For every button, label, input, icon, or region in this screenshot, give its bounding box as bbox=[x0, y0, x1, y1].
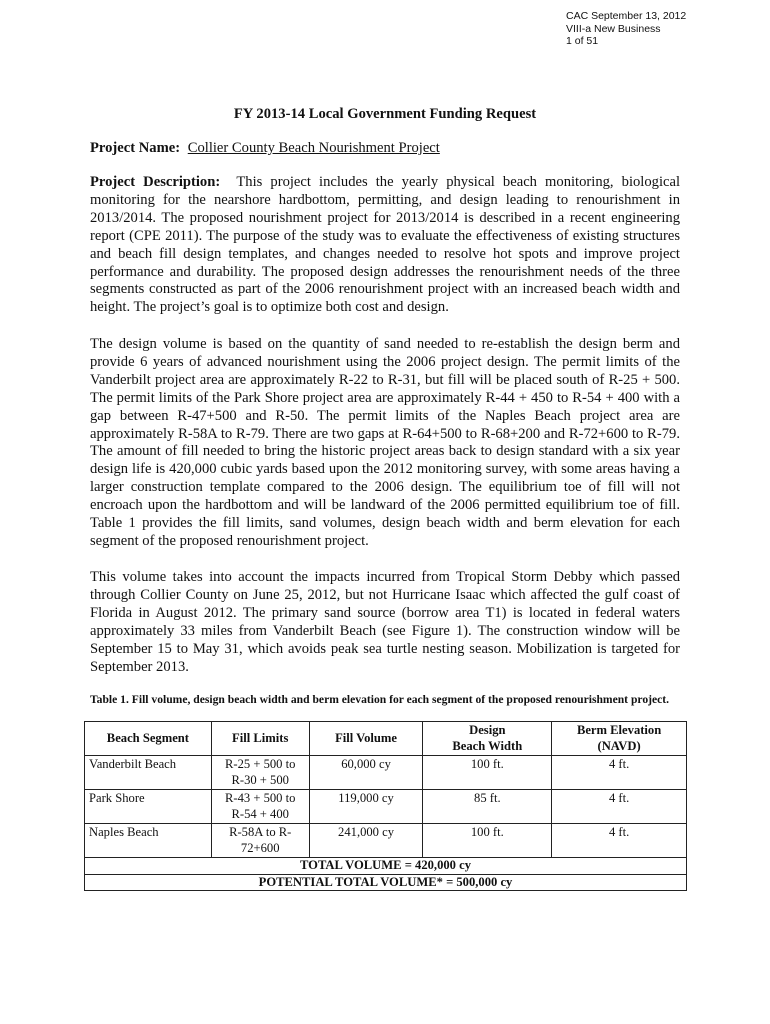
header-berm-elevation-line1: Berm Elevation bbox=[576, 723, 662, 737]
project-description-label: Project Description: bbox=[90, 174, 221, 190]
potential-total-volume-row bbox=[85, 874, 687, 891]
header-page-number: 1 of 51 bbox=[566, 35, 599, 47]
cell-limits-line1: R-43 + 500 to bbox=[225, 791, 296, 805]
cell-limits-line2: R-54 + 400 bbox=[231, 806, 289, 821]
cell-width: 100 ft. bbox=[423, 756, 552, 790]
total-volume: TOTAL VOLUME = 420,000 cy bbox=[85, 858, 687, 875]
cell-limits-line2: R-30 + 500 bbox=[231, 772, 289, 787]
project-name bbox=[90, 140, 440, 157]
total-volume-row bbox=[85, 858, 687, 875]
table-row bbox=[85, 824, 687, 858]
design-volume-paragraph: The design volume is based on the quantity of sand needed to re-establish the design berm and provide 6 years of advanced nourishment using the 2006 project design. The permit limits of the Vanderbilt project area are approximately R-22 to R-31, but fill will be placed south of R-25 + 500. The permit limits of the Park Shore project area are approximately R-44 + 450 to R-54 + 400 with a gap between R-47+500 and R-50. The permit limits of the Naples Beach project area are approximately R-58A to R-79. There are two gaps at R-64+500 to R-68+200 and R-72+600 to R-79. The amount of fill needed to bring the historic project areas back to design standard with a six year design life is 420,000 cubic yards based upon the 2012 monitoring survey, with some areas having a larger construction template compared to the 2006 design. The equilibrium toe of fill will not encroach upon the hardbottom and will be landward of the 2006 permitted equilibrium toe of fill. Table 1 provides the fill limits, sand volumes, design beach width and berm elevation for each segment of the proposed renourishment project. bbox=[90, 336, 680, 549]
cell-limits-line2: 72+600 bbox=[240, 840, 280, 855]
cell-berm: 4 ft. bbox=[552, 790, 687, 824]
document-title: FY 2013-14 Local Government Funding Request bbox=[233, 106, 537, 122]
header-design-beach-width-line2: Beach Width bbox=[452, 738, 523, 753]
header-agenda-item: VIII-a New Business bbox=[566, 22, 661, 35]
cell-segment: Naples Beach bbox=[85, 824, 212, 858]
project-name-value: Collier County Beach Nourishment Project bbox=[187, 140, 440, 156]
header-beach-segment: Beach Segment bbox=[85, 722, 212, 756]
cell-berm: 4 ft. bbox=[552, 756, 687, 790]
cell-limits bbox=[211, 790, 309, 824]
table-row bbox=[85, 790, 687, 824]
header-berm-elevation bbox=[552, 722, 687, 756]
cell-limits bbox=[211, 824, 309, 858]
fill-volume-table bbox=[84, 721, 687, 891]
table-row bbox=[85, 756, 687, 790]
cell-volume: 60,000 cy bbox=[309, 756, 423, 790]
project-description bbox=[90, 174, 680, 317]
cell-limits-line1: R-58A to R- bbox=[229, 825, 292, 839]
cell-width: 85 ft. bbox=[423, 790, 552, 824]
header-fill-volume: Fill Volume bbox=[309, 722, 423, 756]
project-description-text: This project includes the yearly physical beach monitoring, biological monitoring for the nearshore hardbottom, permitting, and design leading to renourishment in 2013/2014. The proposed nourishment project for 2013/2014 is described in a recent engineering report (CPE 2011). The purpose of the study was to evaluate the effectiveness of existing structures and beach fill design templates, and changes needed to resolve hot spots and improve project performance and durability. The proposed design addresses the renourishment needs of the three segments constructed as part of the 2006 renourishment project with an increased beach width and height. The project’s goal is to optimize both cost and design. bbox=[90, 174, 681, 316]
header-design-beach-width bbox=[423, 722, 552, 756]
header-design-beach-width-line1: Design bbox=[469, 723, 506, 737]
cell-segment: Vanderbilt Beach bbox=[85, 756, 212, 790]
cell-limits-line1: R-25 + 500 to bbox=[225, 757, 296, 771]
storm-impact-paragraph: This volume takes into account the impacts incurred from Tropical Storm Debby which passed through Collier County on June 25, 2012, but not Hurricane Isaac which affected the gulf coast of Florida in August 2012. The primary sand source (borrow area T1) is located in federal waters approximately 33 miles from Vanderbilt Beach (see Figure 1). The construction window will be September 15 to May 31, which avoids peak sea turtle nesting season. Mobilization is targeted for September 2013. bbox=[90, 569, 680, 675]
header-stamp bbox=[566, 10, 686, 48]
cell-berm: 4 ft. bbox=[552, 824, 687, 858]
header-berm-elevation-line2: (NAVD) bbox=[597, 738, 641, 753]
header-fill-limits: Fill Limits bbox=[211, 722, 309, 756]
header-meeting-date: CAC September 13, 2012 bbox=[566, 10, 687, 22]
table-header-row bbox=[85, 722, 687, 756]
cell-segment: Park Shore bbox=[85, 790, 212, 824]
project-name-label: Project Name: bbox=[90, 140, 181, 156]
potential-total-volume: POTENTIAL TOTAL VOLUME* = 500,000 cy bbox=[85, 874, 687, 891]
table-caption: Table 1. Fill volume, design beach width and berm elevation for each segment of the proposed renourishment project. bbox=[90, 693, 670, 706]
cell-width: 100 ft. bbox=[423, 824, 552, 858]
cell-limits bbox=[211, 756, 309, 790]
cell-volume: 241,000 cy bbox=[309, 824, 423, 858]
cell-volume: 119,000 cy bbox=[309, 790, 423, 824]
